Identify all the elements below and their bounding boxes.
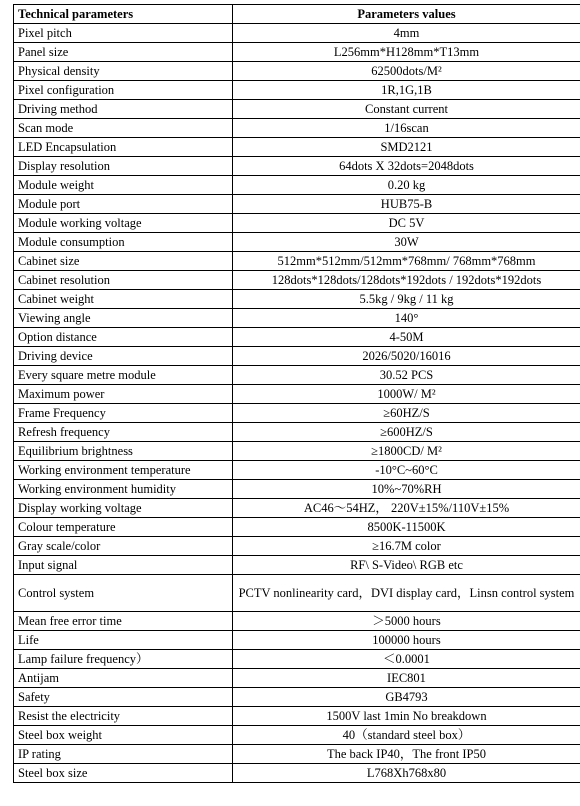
table-row [14,157,580,176]
table-row [14,612,580,631]
parameter-value: 30W [233,233,580,252]
table-header-row [14,5,580,24]
table-row [14,499,580,518]
spec-table-body [14,24,580,783]
parameter-value: ＞5000 hours [233,612,580,631]
parameter-value: 0.20 kg [233,176,580,195]
parameter-value: 100000 hours [233,631,580,650]
header-value: Parameters values [233,5,580,24]
parameter-value: The back IP40，The front IP50 [233,745,580,764]
table-row [14,176,580,195]
parameter-name: Antijam [14,669,233,688]
parameter-name: Display working voltage [14,499,233,518]
spec-table-container [13,4,580,783]
parameter-name: Viewing angle [14,309,233,328]
parameter-name: Option distance [14,328,233,347]
table-row [14,328,580,347]
parameter-name: Display resolution [14,157,233,176]
parameter-value: IEC801 [233,669,580,688]
parameter-name: Scan mode [14,119,233,138]
table-row [14,252,580,271]
parameter-value: -10°C~60°C [233,461,580,480]
parameter-name: Driving method [14,100,233,119]
table-row [14,81,580,100]
parameter-value: HUB75-B [233,195,580,214]
parameter-name: Pixel pitch [14,24,233,43]
parameter-name: Every square metre module [14,366,233,385]
parameter-name: Gray scale/color [14,537,233,556]
table-row [14,726,580,745]
table-row [14,195,580,214]
spec-table [13,4,580,783]
parameter-value: 4-50M [233,328,580,347]
parameter-name: Panel size [14,43,233,62]
parameter-value: ≥16.7M color [233,537,580,556]
parameter-name: Working environment humidity [14,480,233,499]
table-row [14,518,580,537]
table-row [14,480,580,499]
table-row [14,537,580,556]
table-row [14,575,580,612]
table-row [14,764,580,783]
table-row [14,43,580,62]
parameter-value: 1R,1G,1B [233,81,580,100]
parameter-value: 62500dots/M² [233,62,580,81]
parameter-value: ＜0.0001 [233,650,580,669]
table-row [14,119,580,138]
table-row [14,24,580,43]
table-row [14,62,580,81]
parameter-value: ≥1800CD/ M² [233,442,580,461]
table-row [14,290,580,309]
parameter-value: 8500K-11500K [233,518,580,537]
parameter-name: Life [14,631,233,650]
parameter-name: Mean free error time [14,612,233,631]
parameter-value: ≥60HZ/S [233,404,580,423]
table-row [14,271,580,290]
parameter-name: Frame Frequency [14,404,233,423]
table-row [14,556,580,575]
table-row [14,745,580,764]
table-row [14,423,580,442]
table-row [14,650,580,669]
parameter-value: 40（standard steel box） [233,726,580,745]
parameter-value: 5.5kg / 9kg / 11 kg [233,290,580,309]
parameter-value: SMD2121 [233,138,580,157]
table-row [14,707,580,726]
parameter-value: 10%~70%RH [233,480,580,499]
parameter-name: Cabinet resolution [14,271,233,290]
table-row [14,309,580,328]
parameter-value: 1000W/ M² [233,385,580,404]
parameter-name: IP rating [14,745,233,764]
parameter-value: AC46～54HZ， 220V±15%/110V±15% [233,499,580,518]
parameter-name: Pixel configuration [14,81,233,100]
parameter-name: Colour temperature [14,518,233,537]
table-row [14,233,580,252]
parameter-value: 1/16scan [233,119,580,138]
parameter-name: Working environment temperature [14,461,233,480]
parameter-name: LED Encapsulation [14,138,233,157]
parameter-value: 1500V last 1min No breakdown [233,707,580,726]
parameter-value: ≥600HZ/S [233,423,580,442]
parameter-name: Lamp failure frequency） [14,650,233,669]
parameter-name: Resist the electricity [14,707,233,726]
parameter-name: Input signal [14,556,233,575]
parameter-name: Safety [14,688,233,707]
table-row [14,631,580,650]
parameter-value: DC 5V [233,214,580,233]
table-row [14,404,580,423]
parameter-name: Physical density [14,62,233,81]
parameter-name: Equilibrium brightness [14,442,233,461]
table-row [14,366,580,385]
parameter-name: Module weight [14,176,233,195]
parameter-value: 128dots*128dots/128dots*192dots / 192dots*192dots [233,271,580,290]
parameter-name: Module consumption [14,233,233,252]
table-row [14,100,580,119]
table-row [14,214,580,233]
parameter-value: PCTV nonlinearity card，DVI display card，Linsn control system [233,575,580,612]
parameter-value: 64dots X 32dots=2048dots [233,157,580,176]
parameter-value: L256mm*H128mm*T13mm [233,43,580,62]
parameter-value: GB4793 [233,688,580,707]
parameter-value: Constant current [233,100,580,119]
table-row [14,385,580,404]
parameter-value: 512mm*512mm/512mm*768mm/ 768mm*768mm [233,252,580,271]
table-row [14,442,580,461]
table-row [14,138,580,157]
parameter-name: Steel box size [14,764,233,783]
parameter-name: Module port [14,195,233,214]
table-row [14,461,580,480]
parameter-value: RF\ S-Video\ RGB etc [233,556,580,575]
parameter-name: Driving device [14,347,233,366]
parameter-name: Module working voltage [14,214,233,233]
parameter-value: 4mm [233,24,580,43]
parameter-value: 2026/5020/16016 [233,347,580,366]
parameter-value: L768Xh768x80 [233,764,580,783]
parameter-name: Cabinet weight [14,290,233,309]
parameter-name: Refresh frequency [14,423,233,442]
table-row [14,347,580,366]
parameter-name: Cabinet size [14,252,233,271]
parameter-name: Control system [14,575,233,612]
parameter-name: Maximum power [14,385,233,404]
table-row [14,688,580,707]
parameter-value: 30.52 PCS [233,366,580,385]
parameter-value: 140° [233,309,580,328]
table-row [14,669,580,688]
parameter-name: Steel box weight [14,726,233,745]
header-parameter: Technical parameters [14,5,233,24]
